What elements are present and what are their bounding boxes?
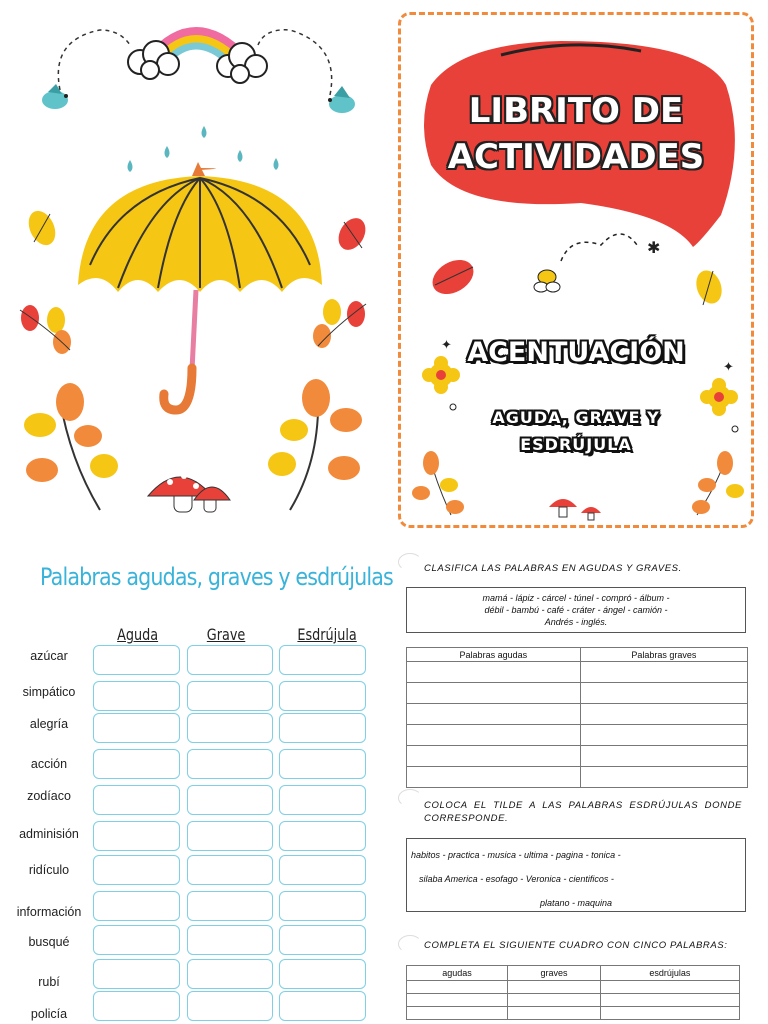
table-header-agudas: agudas (407, 966, 508, 981)
word-bank-2 (406, 838, 746, 912)
answer-box[interactable] (279, 925, 366, 955)
bird-icon (328, 86, 355, 113)
leaf-icon (313, 299, 366, 348)
answer-cell[interactable] (580, 662, 747, 683)
answer-box[interactable] (93, 749, 180, 779)
cover-subtitle: ACENTUACIÓN (467, 337, 685, 368)
cover-title-line2: ACTIVIDADES (447, 137, 705, 177)
answer-box[interactable] (93, 821, 180, 851)
answer-box[interactable] (187, 645, 273, 675)
classification-table (406, 647, 748, 788)
instruction-2: COLOCA EL TILDE A LAS PALABRAS ESDRÚJULAS DONDE CORRESPONDE. (424, 800, 742, 824)
column-header-aguda: Aguda (117, 625, 159, 644)
answer-box[interactable] (279, 785, 366, 815)
worksheet-title: Palabras agudas, graves y esdrújulas (40, 563, 393, 591)
word-label: azúcar (30, 649, 68, 663)
answer-box[interactable] (187, 991, 273, 1021)
answer-box[interactable] (279, 681, 366, 711)
instruction-1: CLASIFICA LAS PALABRAS EN AGUDAS Y GRAVES. (424, 563, 682, 574)
leaf-icon (24, 207, 61, 250)
leaf-icon (333, 213, 371, 254)
answer-cell[interactable] (580, 746, 747, 767)
answer-box[interactable] (93, 713, 180, 743)
answer-box[interactable] (93, 645, 180, 675)
answer-cell[interactable] (407, 683, 581, 704)
cover-page (398, 12, 754, 528)
answer-cell[interactable] (407, 981, 508, 994)
answer-box[interactable] (187, 855, 273, 885)
svg-text:✱: ✱ (647, 238, 661, 257)
word-bank-2-line1: habitos - practica - musica - ultima - pagina - tonica - (411, 850, 621, 860)
bee-icon (534, 270, 560, 292)
leaf-icon (426, 253, 479, 301)
instruction-mark (398, 935, 422, 953)
answer-cell[interactable] (407, 746, 581, 767)
answer-box[interactable] (279, 855, 366, 885)
answer-cell[interactable] (580, 767, 747, 788)
cover-tagline-line2: ESDRÚJULA (520, 435, 632, 454)
instruction-mark (398, 789, 422, 807)
answer-cell[interactable] (600, 994, 739, 1007)
answer-box[interactable] (93, 681, 180, 711)
answer-box[interactable] (279, 645, 366, 675)
answer-box[interactable] (93, 991, 180, 1021)
worksheet-exercises (390, 545, 768, 1024)
column-header-grave: Grave (206, 625, 246, 644)
instruction-3: COMPLETA EL SIGUIENTE CUADRO CON CINCO PALABRAS: (424, 940, 728, 951)
word-label: información (16, 905, 82, 919)
answer-cell[interactable] (407, 662, 581, 683)
word-label: alegría (29, 717, 69, 731)
word-label: busqué (28, 935, 70, 949)
answer-cell[interactable] (407, 725, 581, 746)
answer-box[interactable] (187, 713, 273, 743)
answer-box[interactable] (187, 785, 273, 815)
word-label: zodíaco (27, 789, 71, 803)
word-label: simpático (22, 685, 76, 699)
svg-text:✦: ✦ (441, 338, 452, 353)
answer-box[interactable] (279, 749, 366, 779)
word-bank-2-line3: platano - maquina (539, 898, 613, 908)
answer-cell[interactable] (600, 1007, 739, 1020)
word-bank-1-line1: mamá - lápiz - cárcel - túnel - compró - álbum - (482, 593, 670, 603)
answer-box[interactable] (187, 681, 273, 711)
answer-box[interactable] (93, 959, 180, 989)
answer-cell[interactable] (407, 704, 581, 725)
instruction-mark (398, 553, 422, 571)
answer-box[interactable] (93, 855, 180, 885)
table-header-graves: graves (508, 966, 601, 981)
branch-icon (268, 379, 362, 510)
leaf-icon (20, 305, 71, 354)
worksheet-accent-table (0, 545, 393, 1024)
word-bank-1 (406, 587, 746, 633)
answer-cell[interactable] (508, 981, 601, 994)
answer-box[interactable] (187, 959, 273, 989)
answer-box[interactable] (187, 925, 273, 955)
answer-cell[interactable] (580, 725, 747, 746)
branch-icon (24, 383, 118, 510)
word-label: rubí (38, 975, 60, 989)
bird-icon (42, 84, 68, 109)
cover-title-line1: LIBRITO DE (468, 91, 684, 131)
word-bank-1-line3: Andrés - inglés. (544, 617, 608, 627)
mushroom-icon (549, 499, 601, 520)
answer-box[interactable] (279, 991, 366, 1021)
answer-cell[interactable] (407, 767, 581, 788)
answer-cell[interactable] (580, 704, 747, 725)
umbrella-illustration (0, 0, 384, 540)
word-label: policía (30, 1007, 68, 1021)
answer-box[interactable] (93, 891, 180, 921)
table-header-esdrujulas: esdrújulas (600, 966, 739, 981)
answer-cell[interactable] (580, 683, 747, 704)
mushroom-icon (148, 473, 230, 512)
word-bank-2-line2: silaba America - esofago - Veronica - cientificos - (419, 874, 614, 884)
word-label: ridículo (28, 863, 70, 877)
leaf-icon (692, 267, 726, 307)
five-words-table (406, 965, 740, 1020)
answer-box[interactable] (93, 925, 180, 955)
raindrop-icon (128, 126, 279, 172)
word-label: acción (30, 757, 68, 771)
table-header-agudas: Palabras agudas (407, 648, 581, 662)
decorative-cover-page (0, 0, 384, 540)
svg-text:✦: ✦ (723, 360, 734, 375)
answer-cell[interactable] (407, 994, 508, 1007)
branch-icon (692, 451, 744, 515)
table-header-graves: Palabras graves (580, 648, 747, 662)
answer-box[interactable] (279, 891, 366, 921)
answer-box[interactable] (187, 749, 273, 779)
answer-cell[interactable] (407, 1007, 508, 1020)
word-label: adminisión (19, 827, 79, 841)
cover-tagline-line1: AGUDA, GRAVE Y (492, 408, 660, 427)
column-header-esdrujula: Esdrújula (297, 625, 357, 644)
answer-cell[interactable] (600, 981, 739, 994)
answer-cell[interactable] (508, 1007, 601, 1020)
word-bank-1-line2: débil - bambú - café - cráter - ángel - camión - (484, 605, 668, 615)
answer-box[interactable] (93, 785, 180, 815)
answer-box[interactable] (279, 959, 366, 989)
answer-box[interactable] (279, 821, 366, 851)
answer-box[interactable] (279, 713, 366, 743)
answer-box[interactable] (187, 891, 273, 921)
answer-cell[interactable] (508, 994, 601, 1007)
branch-icon (412, 451, 464, 515)
answer-box[interactable] (187, 821, 273, 851)
